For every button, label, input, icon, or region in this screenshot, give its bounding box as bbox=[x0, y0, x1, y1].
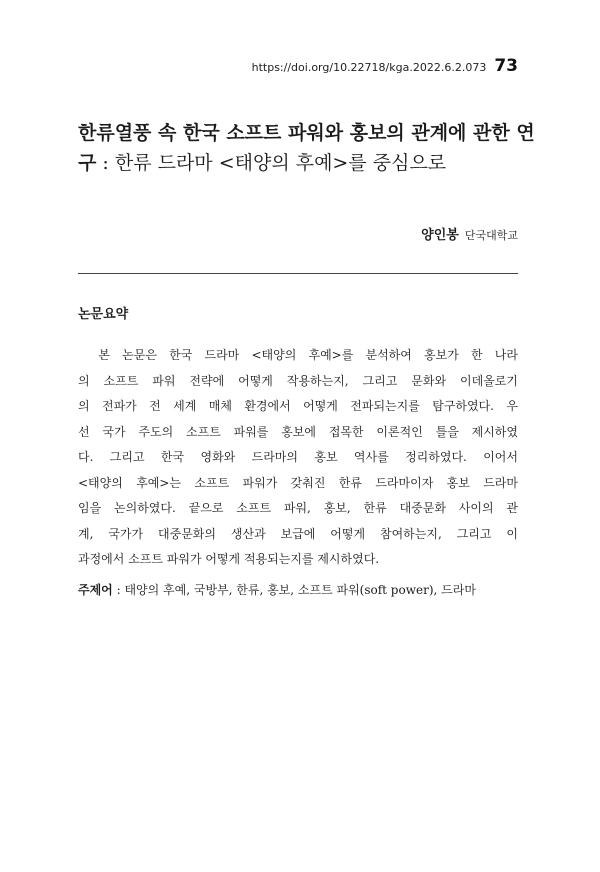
keywords-text: 태양의 후예, 국방부, 한류, 홍보, 소프트 파워(soft power), 드라마 bbox=[124, 583, 476, 597]
keywords bbox=[78, 578, 518, 603]
abstract-line: 계, 국가가 대중문화의 생산과 보급에 어떻게 참여하는지, 그리고 이 bbox=[78, 526, 518, 541]
author-name: 양인봉 bbox=[421, 228, 459, 243]
paper-title bbox=[78, 118, 538, 178]
abstract-line: 의 전파가 전 세계 매체 환경에서 어떻게 전파되는지를 탐구하였다. 우 bbox=[78, 399, 518, 413]
title-main: 한류열풍 속 한국 소프트 파워와 홍보의 관계에 관한 연구 bbox=[78, 122, 535, 174]
abstract-line: 임을 논의하였다. 끝으로 소프트 파워, 홍보, 한류 대중문화 사이의 관 bbox=[78, 501, 518, 515]
abstract-line: 본 논문은 한국 드라마 <태양의 후예>를 분석하여 홍보가 한 나라 bbox=[78, 348, 518, 362]
abstract-heading: 논문요약 bbox=[78, 307, 129, 322]
abstract-line: 다. 그리고 한국 영화와 드라마의 홍보 역사를 정리하였다. 이어서 bbox=[78, 450, 518, 464]
abstract-line: <태양의 후예>는 소프트 파워가 갖춰진 한류 드라마이자 홍보 드라마 bbox=[78, 475, 518, 490]
author-affiliation: 단국대학교 bbox=[464, 229, 518, 242]
title-subtitle: : 한류 드라마 <태양의 후예>를 중심으로 bbox=[96, 152, 447, 174]
divider bbox=[78, 273, 518, 274]
keywords-separator: : bbox=[112, 583, 125, 597]
running-header bbox=[252, 56, 518, 76]
abstract-line: 의 소프트 파워 전략에 어떻게 작용하는지, 그리고 문화와 이데올로기 bbox=[78, 373, 518, 388]
abstract-line: 과정에서 소프트 파워가 어떻게 적용되는지를 제시하였다. bbox=[78, 552, 380, 566]
doi-link[interactable]: https://doi.org/10.22718/kga.2022.6.2.073 bbox=[251, 61, 487, 74]
abstract-line: 선 국가 주도의 소프트 파워를 홍보에 접목한 이론적인 틀을 제시하였 bbox=[78, 424, 518, 439]
page-number: 73 bbox=[494, 56, 518, 76]
abstract-body bbox=[78, 343, 518, 573]
keywords-label: 주제어 bbox=[78, 583, 113, 597]
author-block bbox=[421, 224, 518, 243]
